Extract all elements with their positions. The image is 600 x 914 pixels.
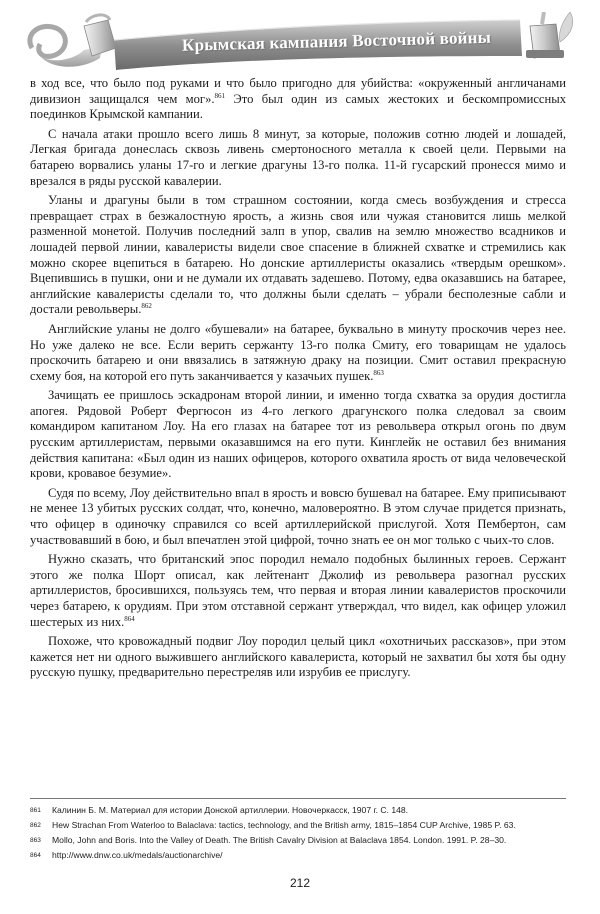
paragraph: Английские уланы не долго «бушевали» на батарее, буквально в минуту проскочив через нее. Но уже далеко не все. Если верить сержанту 13-го полка Смиту, его товарищам не удалось проскочить батарею и они ввязались в затяжную драку на позиции. Смит оставил прекрасную схему боя, на которой его путь заканчивается у казачьих пушек.$^{863}$ xyxy=(30,321,566,383)
footnote-ref: 862 xyxy=(141,302,152,311)
chapter-banner xyxy=(22,12,578,72)
main-text xyxy=(30,76,566,685)
scroll-curl-left xyxy=(30,26,65,56)
footnote-ref: 864 xyxy=(124,614,135,623)
footnote-text: Mollo, John and Boris. Into the Valley of Death. The British Cavalry Division at Balaclava 1854. London. 1991. P. 28–30. xyxy=(52,835,507,845)
footnote-number: 862 xyxy=(30,822,41,829)
footnote-link[interactable]: http://www.dnw.co.uk/medals/auctionarchive/ xyxy=(52,850,223,860)
paragraph: Уланы и драгуны были в том страшном состоянии, когда смесь возбуждения и стресса превращает страх в безжалостную ярость, а жизнь своя или чужая становится лишь мелкой разменной монетой. Получив последний залп в упор, свалив на землю множество всадников и лошадей первой линии, кавалеристы видели свое спасение в ближней схватке и стремились как можно скорее вцепиться в батарею. Но донские артиллеристы оказались «твердым орешком». Вцепившись в пушки, они и не думали их отдавать задешево. Потому, едва оказавшись на батарее, английские кавалеристы сделали то, что должны были сделать – убрали бесполезные сабли и достали револьверы.$^{862}$ xyxy=(30,193,566,317)
footnote-text: Калинин Б. М. Материал для истории Донской артиллерии. Новочеркасск, 1907 г. С. 148. xyxy=(52,805,409,815)
running-header-title: Крымская кампания Восточной войны xyxy=(181,27,492,55)
paragraph: Похоже, что кровожадный подвиг Лоу породил целый цикл «охотничьих рассказов», при этом кажется нет ни одного выжившего английского кавалериста, который не захватил бы хотя бы одну русскую пушку, предварительно перестреляв или изрубив ее прислугу. xyxy=(30,634,566,680)
footnote-number: 863 xyxy=(30,837,41,844)
page-number: 212 xyxy=(289,876,311,890)
footnote-ref: 863 xyxy=(373,368,384,377)
footnote xyxy=(30,818,566,833)
footnote xyxy=(30,848,566,863)
footnote-text: Hew Strachan From Waterloo to Balaclava: tactics, technology, and the British army, 1815–1854 CUP Archive, 1985 P. 63. xyxy=(52,820,516,830)
paragraph: в ход все, что было под руками и что было пригодно для убийства: «окруженный англичанами дивизион защищался чем мог».$^{861}$ Это был один из самых жестоких и бескомпромиссных поединков Крымской кампании. xyxy=(30,76,566,122)
footnote xyxy=(30,803,566,818)
footnote-number: 864 xyxy=(30,852,41,859)
footnote-ref: 861 xyxy=(214,91,226,100)
paragraph: С начала атаки прошло всего лишь 8 минут, за которые, положив сотню людей и лошадей, Легкая бригада донеслась сквозь ливень смертоносного металла к своей цели. Первыми на батарею ворвались уланы 17-го и легкие драгуны 13-го полка. 11-й гусарский пронесся мимо и врезался в ряды русской кавалерии. xyxy=(30,126,566,188)
paragraph: Нужно сказать, что британский эпос породил немало подобных былинных героев. Сержант этого же полка Шорт описал, как лейтенант Джолиф из револьвера разогнал русских артиллеристов, бросившихся, пользуясь тем, что первая и вторая линии кавалеристов проскочили через батарею, к орудиям. При этом отставной сержант утверждал, что видел, как офицер уложил шестерых из них.$^{864}$ xyxy=(30,552,566,629)
feather-right xyxy=(559,12,572,42)
paragraph: Судя по всему, Лоу действительно впал в ярость и вовсю бушевал на батарее. Ему приписывают не менее 13 убитых русских солдат, что, конечно, маловероятно. В этом случае придется признать, что офицер в одиночку справился со всей артиллерийской прислугой. Хотя Пембертон, сам участвовавший в бою, и был впечатлен этой цифрой, точно знать ее он мог только с чьих-то слов. xyxy=(30,485,566,547)
footnote-number: 861 xyxy=(30,807,41,814)
paragraph: Зачищать ее пришлось эскадронам второй линии, и именно тогда схватка за орудия достигла апогея. Рядовой Роберт Фергюсон из 4-го легкого драгунского полка следовал за своим командиром капитаном Лоу. На его глазах на батарее тот из револьвера открыл огонь по двум русским артиллеристам, первыми оказавшимся на его пути. Кинглейк не оставил без внимания действия капитана: «Был один из наших офицеров, которого охватила ярость от вида человеческой крови, кровавое безумие». xyxy=(30,388,566,481)
footnote xyxy=(30,833,566,848)
footnotes xyxy=(30,798,566,863)
